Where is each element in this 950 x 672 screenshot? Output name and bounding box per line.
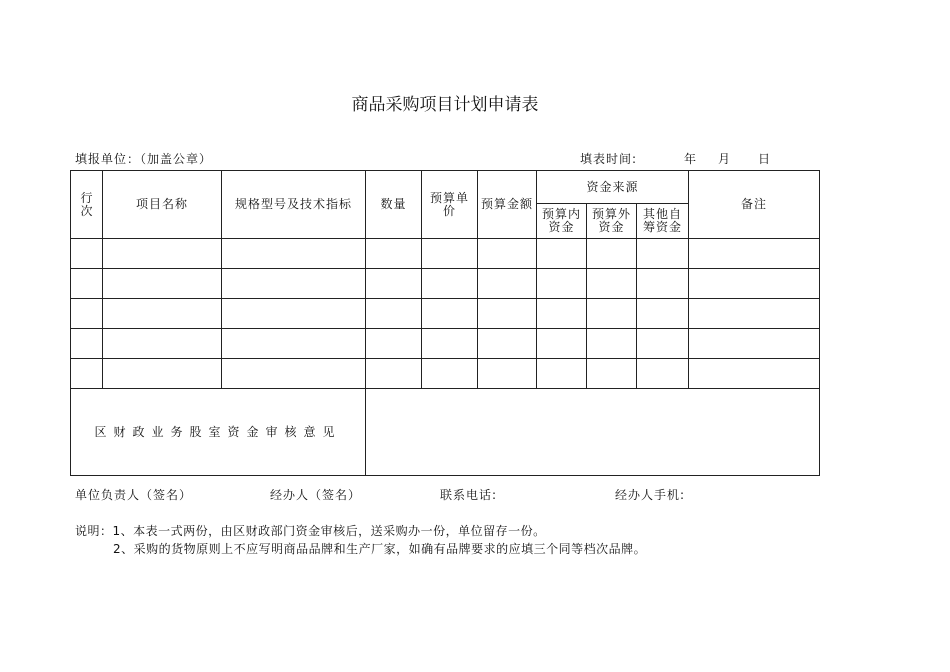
table-cell[interactable]: [103, 359, 222, 389]
col-out-budget: 预算外资金: [587, 204, 637, 239]
review-row: [71, 389, 820, 476]
phone-label: 联系电话:: [440, 488, 498, 502]
table-cell[interactable]: [637, 329, 689, 359]
table-cell[interactable]: [537, 359, 587, 389]
table-cell[interactable]: [222, 269, 366, 299]
table-cell[interactable]: [478, 239, 537, 269]
table-row: [71, 359, 820, 389]
table-cell[interactable]: [478, 359, 537, 389]
table-cell[interactable]: [478, 299, 537, 329]
form-title: 商品采购项目计划申请表: [351, 95, 539, 115]
col-fund-source: 资金来源: [537, 171, 689, 204]
col-quantity: 数量: [366, 171, 422, 239]
table-cell[interactable]: [637, 359, 689, 389]
table-cell[interactable]: [71, 299, 103, 329]
year-label: 年: [684, 152, 698, 166]
table-cell[interactable]: [366, 299, 422, 329]
application-table: [70, 170, 820, 476]
note-line-2: 2、采购的货物原则上不应写明商品品牌和生产厂家，如确有品牌要求的应填三个同等档次品牌。: [113, 542, 647, 556]
handler-mobile-label: 经办人手机:: [615, 488, 686, 502]
col-in-budget: 预算内资金: [537, 204, 587, 239]
table-cell[interactable]: [637, 239, 689, 269]
table-cell[interactable]: [537, 239, 587, 269]
table-row: [71, 299, 820, 329]
table-cell[interactable]: [637, 269, 689, 299]
unit-leader-signature: 单位负责人（签名）: [75, 488, 193, 502]
table-cell[interactable]: [422, 299, 478, 329]
table-cell[interactable]: [689, 359, 820, 389]
table-row: [71, 239, 820, 269]
table-cell[interactable]: [103, 329, 222, 359]
table-cell[interactable]: [366, 359, 422, 389]
table-cell[interactable]: [71, 269, 103, 299]
table-cell[interactable]: [689, 329, 820, 359]
col-spec: 规格型号及技术指标: [222, 171, 366, 239]
table-cell[interactable]: [478, 329, 537, 359]
table-cell[interactable]: [103, 239, 222, 269]
col-remark: 备注: [689, 171, 820, 239]
table-cell[interactable]: [366, 239, 422, 269]
day-label: 日: [758, 152, 772, 166]
col-self-raised: 其他自筹资金: [637, 204, 689, 239]
month-label: 月: [718, 152, 732, 166]
table-cell[interactable]: [587, 239, 637, 269]
table-cell[interactable]: [689, 239, 820, 269]
unit-label: 填报单位：（加盖公章）: [75, 152, 213, 166]
table-cell[interactable]: [222, 359, 366, 389]
table-cell[interactable]: [222, 239, 366, 269]
table-cell[interactable]: [422, 359, 478, 389]
table-cell[interactable]: [103, 299, 222, 329]
table-cell[interactable]: [71, 329, 103, 359]
table-cell[interactable]: [478, 269, 537, 299]
table-row: [71, 329, 820, 359]
col-item-name: 项目名称: [103, 171, 222, 239]
time-label: 填表时间:: [580, 152, 638, 166]
table-cell[interactable]: [422, 239, 478, 269]
table-cell[interactable]: [587, 299, 637, 329]
table-cell[interactable]: [537, 299, 587, 329]
table-cell[interactable]: [689, 299, 820, 329]
col-row-no: 行次: [71, 171, 103, 239]
table-cell[interactable]: [587, 269, 637, 299]
review-label: 区财政业务股室资金审核意见: [71, 389, 366, 476]
review-opinion-cell[interactable]: [366, 389, 820, 476]
table-cell[interactable]: [537, 329, 587, 359]
table-cell[interactable]: [637, 299, 689, 329]
table-cell[interactable]: [689, 269, 820, 299]
table-cell[interactable]: [422, 329, 478, 359]
note-line-1: 说明：1、本表一式两份，由区财政部门资金审核后，送采购办一份，单位留存一份。: [75, 524, 546, 538]
table-cell[interactable]: [587, 329, 637, 359]
table-cell[interactable]: [422, 269, 478, 299]
table-cell[interactable]: [71, 239, 103, 269]
table-cell[interactable]: [222, 329, 366, 359]
col-unit-price: 预算单价: [422, 171, 478, 239]
col-amount: 预算金额: [478, 171, 537, 239]
header-row-1: [71, 171, 820, 204]
table-cell[interactable]: [587, 359, 637, 389]
table-cell[interactable]: [366, 269, 422, 299]
table-row: [71, 269, 820, 299]
table-cell[interactable]: [366, 329, 422, 359]
table-cell[interactable]: [222, 299, 366, 329]
table-cell[interactable]: [103, 269, 222, 299]
handler-signature: 经办人（签名）: [270, 488, 362, 502]
table-cell[interactable]: [71, 359, 103, 389]
table-cell[interactable]: [537, 269, 587, 299]
